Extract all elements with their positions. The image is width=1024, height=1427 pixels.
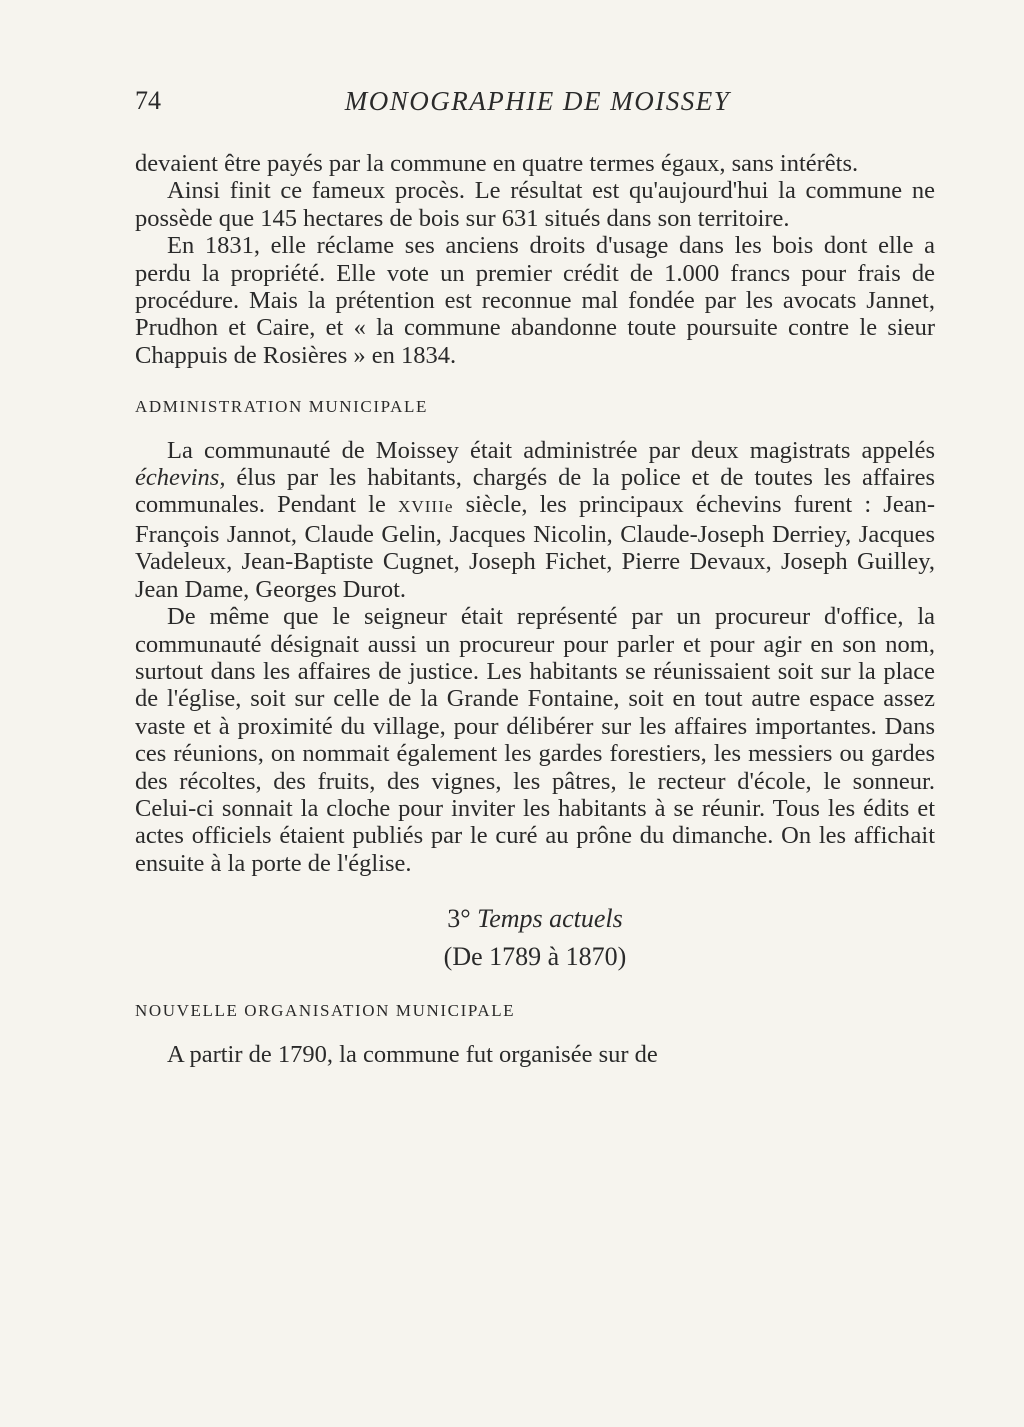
paragraph-1790: A partir de 1790, la commune fut organisée sur de: [167, 1040, 658, 1068]
paragraph-echevins-part3: siècle, les principaux échevins furent : Jean-François Jannot, Claude Gelin, Jacques Nicolin, Claude-Joseph Derriey, Jacques Vadeleux, Jean-Baptiste Cugnet, Joseph Fichet, Pierre Devaux, Joseph Guilley, Jean Dame, Georges Durot.: [135, 491, 935, 603]
paragraph-continuation: devaient être payés par la commune en quatre termes égaux, sans intérêts.: [135, 150, 859, 177]
running-title: MONOGRAPHIE DE MOISSEY: [344, 86, 731, 116]
section-heading-administration: ADMINISTRATION MUNICIPALE: [135, 397, 428, 417]
era-name: Temps actuels: [477, 904, 623, 934]
era-title: [135, 903, 935, 935]
paragraph-procureur: De même que le seigneur était représenté par un procureur d'office, la communauté désignait aussi un procureur pour parler et pour agir en son nom, surtout dans les affaires de justice. Les habitants se réunissaient soit sur la place de l'église, soit sur celle de la Grande Fontaine, soit en tout autre espace assez vaste et à proximité du village, pour délibérer sur les affaires importantes. Dans ces réunions, on nommait également les gardes forestiers, les messiers ou gardes des récoltes, des fruits, des vignes, les pâtres, le recteur d'école, le sonneur. Celui-ci sonnait la cloche pour inviter les habitants à se réunir. Tous les édits et actes officiels étaient publiés par le curé au prône du dimanche. On les affichait ensuite à la porte de l'église.: [135, 603, 935, 877]
echevins-term: échevins,: [135, 464, 226, 492]
paragraph-1831: En 1831, elle réclame ses anciens droits d'usage dans les bois dont elle a perdu la propriété. Elle vote un premier crédit de 1.000 francs pour frais de procédure. Mais la prétention est reconnue mal fondée par les avocats Jannet, Prudhon et Caire, et « la commune abandonne toute poursuite contre le sieur Chappuis de Rosières » en 1834.: [135, 232, 935, 369]
paragraph-echevins-part1: La communauté de Moissey était administrée par deux magistrats appelés: [167, 436, 935, 464]
body-text: [135, 150, 935, 1068]
paragraph-proces: Ainsi finit ce fameux procès. Le résultat est qu'aujourd'hui la commune ne possède que 145 hectares de bois sur 631 situés dans son territoire.: [135, 177, 935, 232]
paragraph-echevins-part2: élus par les habitants, chargés de la police et de toutes les affaires communales. Pendant le: [135, 464, 935, 519]
running-head: [135, 86, 940, 122]
century-numeral: XVIIIe: [397, 497, 454, 517]
page-number: 74: [135, 86, 161, 115]
paragraph-echevins: [135, 437, 935, 603]
section-heading-nouvelle-organisation: NOUVELLE ORGANISATION MUNICIPALE: [135, 1001, 516, 1021]
era-dates: (De 1789 à 1870): [443, 942, 627, 972]
era-number: 3°: [447, 904, 471, 934]
